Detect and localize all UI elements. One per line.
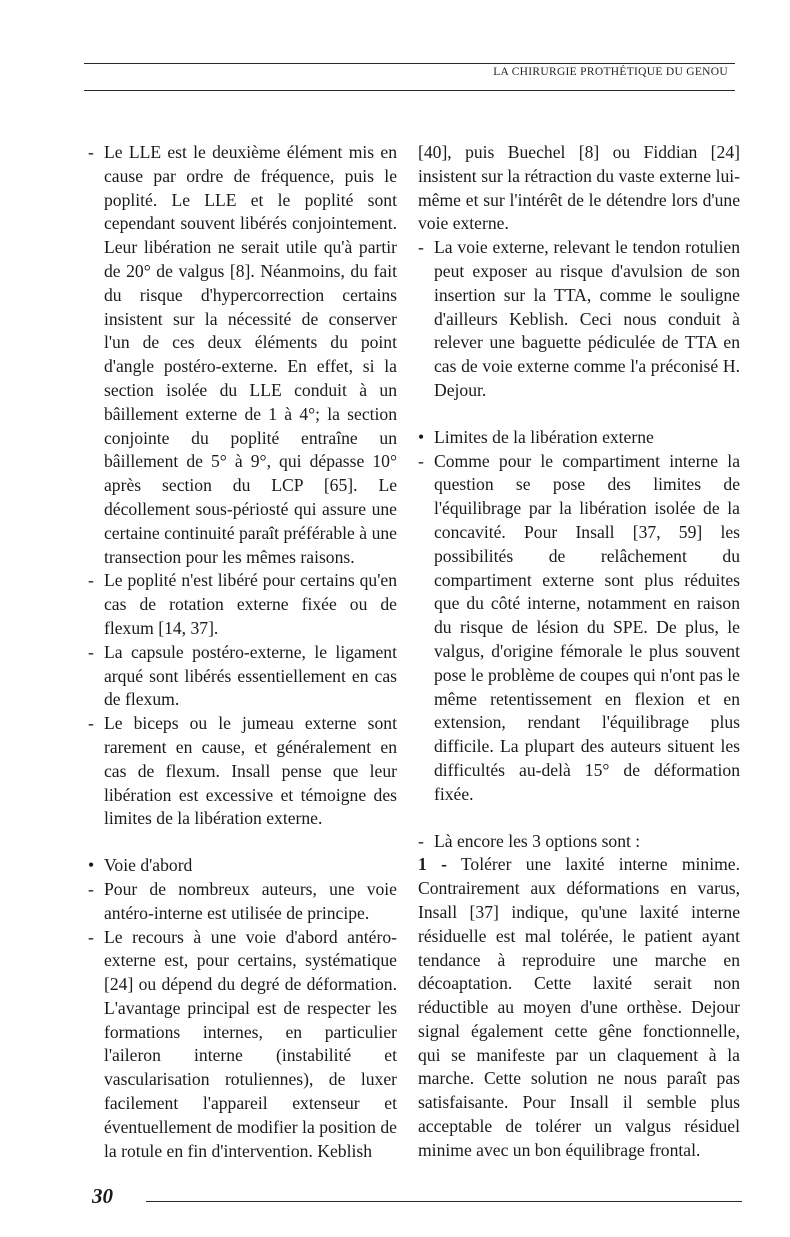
- paragraph-voie-externe: - La voie externe, relevant le tendon rotulien peut exposer au risque d'avulsion de son insertion sur la TTA, comme le souligne d'ailleurs Keblish. Ceci nous conduit à relever une baguette pédiculée de TTA en cas de voie externe comme l'a préconisé H. Dejour.: [418, 236, 740, 403]
- left-column: [88, 141, 397, 1163]
- footer-rule: [146, 1201, 742, 1202]
- paragraph-lle: - Le LLE est le deuxième élément mis en cause par ordre de fréquence, puis le poplité. Le LLE et le poplité sont cependant souvent libérés conjointement. Leur libération ne serait utile qu'à partir de 20° de valgus [8]. Néanmoins, du fait du risque d'hypercorrection certains insistent sur la nécessité de conserver l'un de ces deux éléments du point d'angle postéro-externe. En effet, si la section isolée du LLE conduit à un bâillement externe de 1 à 4°; la section conjointe du poplité entraîne un bâillement de 5° à 9°, qui dépasse 10° après section du LCP [65]. Le décollement sous-périosté qui assure une certaine continuité paraît préférable à une transection pour les mêmes raisons.: [88, 141, 397, 569]
- header-rule-bottom: [84, 90, 735, 91]
- paragraph-compartiment: - Comme pour le compartiment interne la question se pose des limites de l'équilibrage par la libération isolée de la concavité. Pour Insall [37, 59] les possibilités de relâchement du compartiment externe sont plus réduites que du côté interne, notamment en raison du risque de lésion du SPE. De plus, le valgus, d'origine fémorale le plus souvent pose le problème de coupes qui n'ont pas le même retentissement en flexion et en extension, rendant l'équilibrage plus difficile. La plupart des auteurs situent les difficultés au-delà 15° de déformation fixée.: [418, 450, 740, 807]
- paragraph-capsule: - La capsule postéro-externe, le ligament arqué sont libérés essentiellement en cas de flexum.: [88, 641, 397, 712]
- paragraph-option-1: [418, 853, 740, 1162]
- paragraph-poplite: - Le poplité n'est libéré pour certains qu'en cas de rotation externe fixée ou de flexum [14, 37].: [88, 569, 397, 640]
- option-text: Tolérer une laxité interne minime. Contrairement aux déformations en varus, Insall [37] indique, qu'une laxité interne résiduelle est mal tolérée, le patient ayant tendance à reproduire une marche en décoaptation. Cette laxité serait non réductible au moyen d'une orthèse. Dejour signal également cette gêne fonctionnelle, qui se manifeste par un claquement à la marche. Cette solution ne nous paraît pas satisfaisante. Pour Insall il semble plus acceptable de tolérer un valgus résiduel minime avec un bon équilibrage frontal.: [418, 854, 740, 1160]
- section-heading-voie-abord: • Voie d'abord: [88, 854, 397, 878]
- paragraph-options-intro: - Là encore les 3 options sont :: [418, 830, 740, 854]
- paragraph-voie-antero-externe: - Le recours à une voie d'abord antéro-externe est, pour certains, systématique [24] ou dépend du degré de déformation. L'avantage principal est de respecter les formations internes, en particulier l'aileron interne (instabilité et vascularisation rotuliennes), de luxer facilement l'appareil extenseur et éventuellement de modifier la position de la rotule en fin d'intervention. Keblish: [88, 926, 397, 1164]
- page-number: 30: [92, 1184, 113, 1208]
- paragraph-biceps: - Le biceps ou le jumeau externe sont rarement en cause, et généralement en cas de flexum. Insall pense que leur libération est excessive et témoigne des limites de la libération externe.: [88, 712, 397, 831]
- paragraph-voie-antero-interne: - Pour de nombreux auteurs, une voie antéro-interne est utilisée de principe.: [88, 878, 397, 926]
- option-number: 1 -: [418, 854, 447, 875]
- right-column: [418, 141, 740, 1163]
- section-heading-limites: • Limites de la libération externe: [418, 426, 740, 450]
- running-header: LA CHIRURGIE PROTHÉTIQUE DU GENOU: [493, 66, 728, 78]
- paragraph-continuation: [40], puis Buechel [8] ou Fiddian [24] insistent sur la rétraction du vaste externe lui-même et sur l'intérêt de le détendre lors d'une voie externe.: [418, 142, 740, 234]
- header-rule-top: [84, 63, 735, 64]
